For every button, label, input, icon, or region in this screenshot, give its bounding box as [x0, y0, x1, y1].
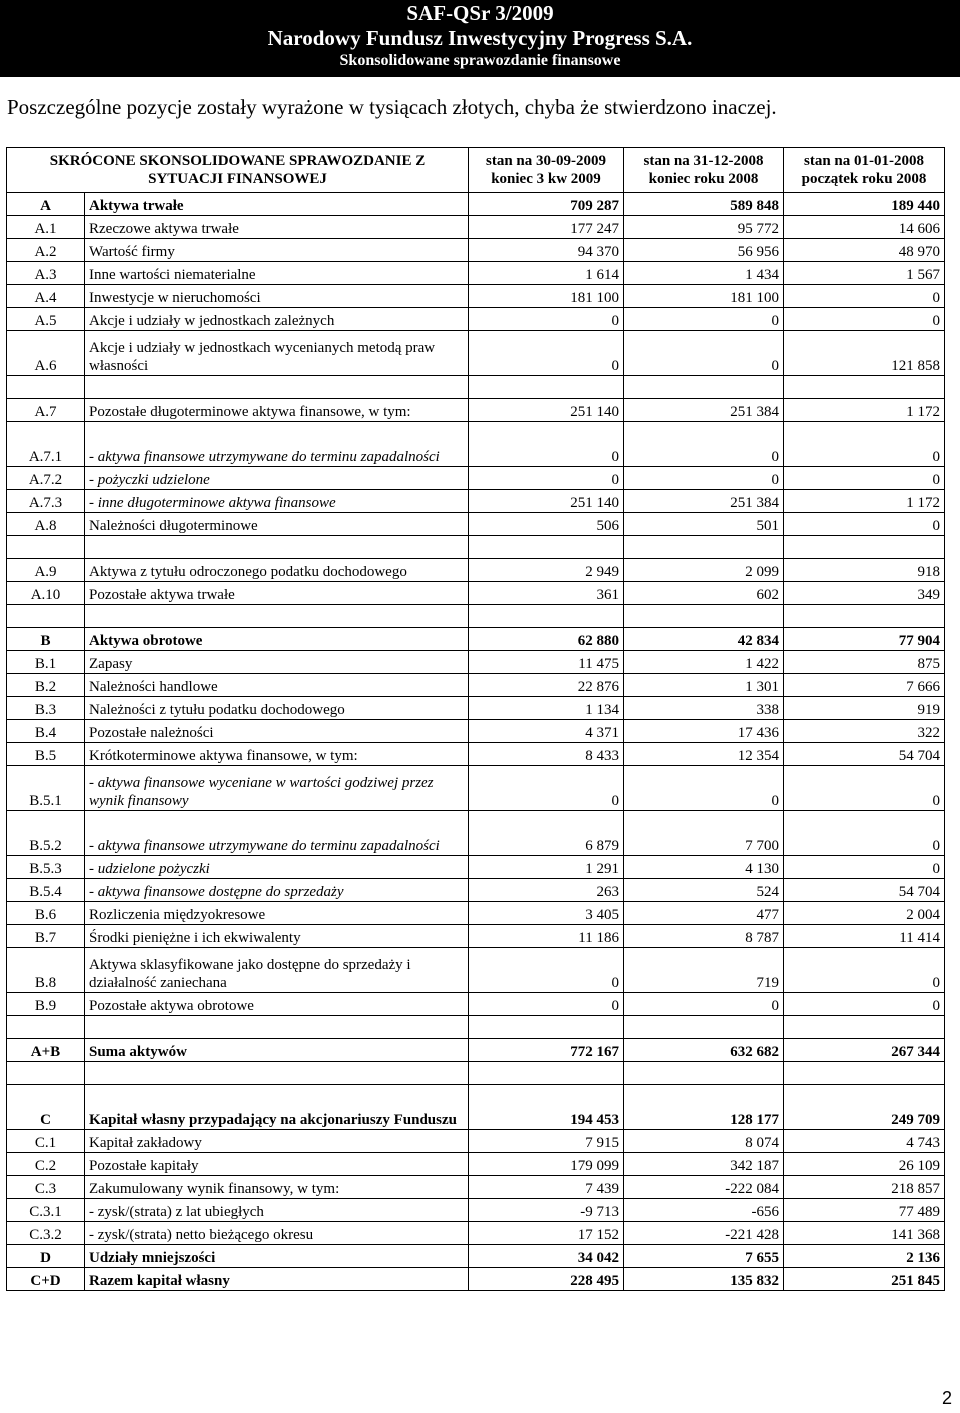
value-start-2008: 349 — [784, 582, 945, 605]
value-q3-2009: 1 614 — [469, 262, 624, 285]
row-label: Aktywa obrotowe — [85, 628, 469, 651]
value-q3-2009: 2 949 — [469, 559, 624, 582]
value-q3-2009: 194 453 — [469, 1085, 624, 1130]
value-end-2008: 0 — [624, 993, 784, 1016]
row-code: C.1 — [7, 1130, 85, 1153]
value-end-2008: 0 — [624, 422, 784, 467]
table-header-row — [7, 148, 945, 193]
empty-cell — [469, 376, 624, 399]
value-start-2008: 26 109 — [784, 1153, 945, 1176]
value-start-2008: 54 704 — [784, 879, 945, 902]
spacer-row — [7, 1016, 945, 1039]
table-body — [7, 193, 945, 1291]
table-row — [7, 308, 945, 331]
row-code: A.1 — [7, 216, 85, 239]
value-start-2008: 11 414 — [784, 925, 945, 948]
value-q3-2009: 251 140 — [469, 490, 624, 513]
value-start-2008: 0 — [784, 285, 945, 308]
empty-cell — [85, 1062, 469, 1085]
value-q3-2009: 0 — [469, 308, 624, 331]
value-end-2008: -656 — [624, 1199, 784, 1222]
value-end-2008: 342 187 — [624, 1153, 784, 1176]
value-q3-2009: 22 876 — [469, 674, 624, 697]
row-label: Należności długoterminowe — [85, 513, 469, 536]
units-note: Poszczególne pozycje zostały wyrażone w tysiącach złotych, chyba że stwierdzono inaczej. — [7, 95, 777, 119]
row-code: B.4 — [7, 720, 85, 743]
value-end-2008: 1 301 — [624, 674, 784, 697]
company-name: Narodowy Fundusz Inwestycyjny Progress S.A. — [267, 26, 693, 50]
row-label: - pożyczki udzielone — [85, 467, 469, 490]
value-q3-2009: 228 495 — [469, 1268, 624, 1291]
value-q3-2009: 179 099 — [469, 1153, 624, 1176]
value-end-2008: 135 832 — [624, 1268, 784, 1291]
value-start-2008: 267 344 — [784, 1039, 945, 1062]
row-code: A+B — [7, 1039, 85, 1062]
header-bar — [0, 0, 960, 77]
row-code: A.4 — [7, 285, 85, 308]
row-code: A.6 — [7, 331, 85, 376]
row-label: - aktywa finansowe utrzymywane do terminu zapadalności — [85, 811, 469, 856]
value-end-2008: -222 084 — [624, 1176, 784, 1199]
value-start-2008: 218 857 — [784, 1176, 945, 1199]
table-row — [7, 467, 945, 490]
table-row — [7, 1039, 945, 1062]
empty-cell — [624, 1016, 784, 1039]
row-label: Należności z tytułu podatku dochodowego — [85, 697, 469, 720]
row-code: B.1 — [7, 651, 85, 674]
value-end-2008: 17 436 — [624, 720, 784, 743]
row-code: B.6 — [7, 902, 85, 925]
row-label: Rozliczenia międzyokresowe — [85, 902, 469, 925]
value-start-2008: 919 — [784, 697, 945, 720]
table-row — [7, 1199, 945, 1222]
table-row — [7, 490, 945, 513]
value-end-2008: 602 — [624, 582, 784, 605]
empty-cell — [469, 605, 624, 628]
row-label: Środki pieniężne i ich ekwiwalenty — [85, 925, 469, 948]
table-row — [7, 1268, 945, 1291]
value-start-2008: 77 904 — [784, 628, 945, 651]
row-code: A.8 — [7, 513, 85, 536]
empty-cell — [7, 376, 85, 399]
value-start-2008: 2 136 — [784, 1245, 945, 1268]
value-start-2008: 0 — [784, 948, 945, 993]
value-q3-2009: 62 880 — [469, 628, 624, 651]
value-end-2008: 589 848 — [624, 193, 784, 216]
value-q3-2009: 251 140 — [469, 399, 624, 422]
empty-cell — [624, 536, 784, 559]
value-start-2008: 77 489 — [784, 1199, 945, 1222]
financial-position-table — [6, 147, 945, 1291]
spacer-row — [7, 605, 945, 628]
spacer-row — [7, 376, 945, 399]
table-row — [7, 1176, 945, 1199]
value-q3-2009: 94 370 — [469, 239, 624, 262]
row-code: A.7.1 — [7, 422, 85, 467]
empty-cell — [85, 1016, 469, 1039]
value-end-2008: 524 — [624, 879, 784, 902]
empty-cell — [7, 1062, 85, 1085]
row-code: B.3 — [7, 697, 85, 720]
empty-cell — [85, 605, 469, 628]
value-end-2008: 251 384 — [624, 399, 784, 422]
row-label: - aktywa finansowe dostępne do sprzedaży — [85, 879, 469, 902]
row-label: Kapitał zakładowy — [85, 1130, 469, 1153]
row-code: B.5.3 — [7, 856, 85, 879]
value-q3-2009: 7 915 — [469, 1130, 624, 1153]
value-q3-2009: 0 — [469, 766, 624, 811]
row-label: Pozostałe kapitały — [85, 1153, 469, 1176]
value-q3-2009: 11 475 — [469, 651, 624, 674]
row-code: C.3.2 — [7, 1222, 85, 1245]
value-start-2008: 14 606 — [784, 216, 945, 239]
row-code: A.7.2 — [7, 467, 85, 490]
empty-cell — [784, 1062, 945, 1085]
value-q3-2009: 263 — [469, 879, 624, 902]
row-label: Kapitał własny przypadający na akcjonariuszy Funduszu — [85, 1085, 469, 1130]
value-end-2008: 56 956 — [624, 239, 784, 262]
row-label: - inne długoterminowe aktywa finansowe — [85, 490, 469, 513]
value-start-2008: 54 704 — [784, 743, 945, 766]
value-end-2008: 42 834 — [624, 628, 784, 651]
value-q3-2009: 709 287 — [469, 193, 624, 216]
row-label: Razem kapitał własny — [85, 1268, 469, 1291]
value-start-2008: 0 — [784, 308, 945, 331]
value-end-2008: 338 — [624, 697, 784, 720]
table-row — [7, 902, 945, 925]
table-row — [7, 697, 945, 720]
row-label: - udzielone pożyczki — [85, 856, 469, 879]
row-label: Inwestycje w nieruchomości — [85, 285, 469, 308]
value-start-2008: 121 858 — [784, 331, 945, 376]
empty-cell — [784, 376, 945, 399]
empty-cell — [624, 376, 784, 399]
row-code: B.9 — [7, 993, 85, 1016]
table-row — [7, 1085, 945, 1130]
empty-cell — [624, 605, 784, 628]
empty-cell — [784, 605, 945, 628]
table-row — [7, 331, 945, 376]
value-q3-2009: 177 247 — [469, 216, 624, 239]
row-label: Pozostałe aktywa obrotowe — [85, 993, 469, 1016]
row-code: B.5.4 — [7, 879, 85, 902]
value-start-2008: 141 368 — [784, 1222, 945, 1245]
value-q3-2009: 772 167 — [469, 1039, 624, 1062]
value-end-2008: 719 — [624, 948, 784, 993]
value-q3-2009: 7 439 — [469, 1176, 624, 1199]
column-header-q3-2009: stan na 30-09-2009 koniec 3 kw 2009 — [469, 148, 624, 193]
value-q3-2009: 0 — [469, 467, 624, 490]
empty-cell — [7, 605, 85, 628]
row-code: B.2 — [7, 674, 85, 697]
spacer-row — [7, 1062, 945, 1085]
row-label: - zysk/(strata) netto bieżącego okresu — [85, 1222, 469, 1245]
row-label: Wartość firmy — [85, 239, 469, 262]
row-label: - aktywa finansowe utrzymywane do terminu zapadalności — [85, 422, 469, 467]
value-q3-2009: 4 371 — [469, 720, 624, 743]
row-code: B.8 — [7, 948, 85, 993]
table-row — [7, 879, 945, 902]
value-start-2008: 0 — [784, 422, 945, 467]
table-title: SKRÓCONE SKONSOLIDOWANE SPRAWOZDANIE Z SYTUACJI FINANSOWEJ — [7, 148, 469, 193]
value-start-2008: 7 666 — [784, 674, 945, 697]
value-start-2008: 0 — [784, 856, 945, 879]
row-label: Aktywa trwałe — [85, 193, 469, 216]
value-start-2008: 4 743 — [784, 1130, 945, 1153]
value-end-2008: 0 — [624, 467, 784, 490]
value-start-2008: 0 — [784, 513, 945, 536]
table-row — [7, 674, 945, 697]
value-start-2008: 1 567 — [784, 262, 945, 285]
empty-cell — [469, 536, 624, 559]
table-row — [7, 216, 945, 239]
value-q3-2009: 3 405 — [469, 902, 624, 925]
value-end-2008: 501 — [624, 513, 784, 536]
value-start-2008: 249 709 — [784, 1085, 945, 1130]
value-end-2008: 251 384 — [624, 490, 784, 513]
table-row — [7, 811, 945, 856]
row-label: Zakumulowany wynik finansowy, w tym: — [85, 1176, 469, 1199]
row-code: A — [7, 193, 85, 216]
empty-cell — [85, 536, 469, 559]
table-row — [7, 1222, 945, 1245]
row-code: A.5 — [7, 308, 85, 331]
value-start-2008: 875 — [784, 651, 945, 674]
table-row — [7, 766, 945, 811]
row-code: B.5.1 — [7, 766, 85, 811]
value-start-2008: 189 440 — [784, 193, 945, 216]
report-code: SAF-QSr 3/2009 — [406, 1, 554, 25]
value-end-2008: 1 434 — [624, 262, 784, 285]
value-start-2008: 322 — [784, 720, 945, 743]
value-q3-2009: 506 — [469, 513, 624, 536]
table-row — [7, 1245, 945, 1268]
value-start-2008: 918 — [784, 559, 945, 582]
table-row — [7, 559, 945, 582]
spacer-row — [7, 536, 945, 559]
value-end-2008: 12 354 — [624, 743, 784, 766]
value-start-2008: 0 — [784, 993, 945, 1016]
value-q3-2009: 0 — [469, 422, 624, 467]
column-header-end-2008: stan na 31-12-2008 koniec roku 2008 — [624, 148, 784, 193]
row-label: Aktywa z tytułu odroczonego podatku dochodowego — [85, 559, 469, 582]
value-q3-2009: 11 186 — [469, 925, 624, 948]
table-row — [7, 948, 945, 993]
value-q3-2009: 17 152 — [469, 1222, 624, 1245]
value-start-2008: 0 — [784, 811, 945, 856]
row-label: - aktywa finansowe wyceniane w wartości godziwej przez wynik finansowy — [85, 766, 469, 811]
value-q3-2009: 0 — [469, 331, 624, 376]
row-code: C.3.1 — [7, 1199, 85, 1222]
row-code: A.2 — [7, 239, 85, 262]
row-code: B.7 — [7, 925, 85, 948]
row-label: - zysk/(strata) z lat ubiegłych — [85, 1199, 469, 1222]
report-subtitle: Skonsolidowane sprawozdanie finansowe — [339, 52, 621, 69]
value-q3-2009: 181 100 — [469, 285, 624, 308]
value-q3-2009: 0 — [469, 993, 624, 1016]
value-start-2008: 0 — [784, 766, 945, 811]
row-code: A.7 — [7, 399, 85, 422]
row-code: A.3 — [7, 262, 85, 285]
value-start-2008: 2 004 — [784, 902, 945, 925]
value-end-2008: -221 428 — [624, 1222, 784, 1245]
value-end-2008: 0 — [624, 766, 784, 811]
row-code: B — [7, 628, 85, 651]
value-end-2008: 8 787 — [624, 925, 784, 948]
table-row — [7, 1153, 945, 1176]
empty-cell — [469, 1016, 624, 1039]
value-end-2008: 7 655 — [624, 1245, 784, 1268]
value-end-2008: 0 — [624, 308, 784, 331]
row-code: A.10 — [7, 582, 85, 605]
row-label: Udziały mniejszości — [85, 1245, 469, 1268]
empty-cell — [85, 376, 469, 399]
row-code: A.7.3 — [7, 490, 85, 513]
row-code: C — [7, 1085, 85, 1130]
row-label: Krótkoterminowe aktywa finansowe, w tym: — [85, 743, 469, 766]
row-label: Należności handlowe — [85, 674, 469, 697]
table-row — [7, 513, 945, 536]
row-label: Aktywa sklasyfikowane jako dostępne do sprzedaży i działalność zaniechana — [85, 948, 469, 993]
value-end-2008: 477 — [624, 902, 784, 925]
value-end-2008: 4 130 — [624, 856, 784, 879]
table-row — [7, 193, 945, 216]
value-end-2008: 2 099 — [624, 559, 784, 582]
value-start-2008: 1 172 — [784, 399, 945, 422]
table-row — [7, 285, 945, 308]
row-label: Pozostałe należności — [85, 720, 469, 743]
value-end-2008: 1 422 — [624, 651, 784, 674]
value-end-2008: 7 700 — [624, 811, 784, 856]
table-row — [7, 856, 945, 879]
row-code: C.2 — [7, 1153, 85, 1176]
row-code: C+D — [7, 1268, 85, 1291]
row-code: D — [7, 1245, 85, 1268]
row-label: Pozostałe długoterminowe aktywa finansowe, w tym: — [85, 399, 469, 422]
table-row — [7, 651, 945, 674]
value-end-2008: 632 682 — [624, 1039, 784, 1062]
table-row — [7, 720, 945, 743]
value-q3-2009: 1 291 — [469, 856, 624, 879]
value-q3-2009: 1 134 — [469, 697, 624, 720]
table-row — [7, 743, 945, 766]
empty-cell — [7, 1016, 85, 1039]
row-code: B.5.2 — [7, 811, 85, 856]
row-label: Inne wartości niematerialne — [85, 262, 469, 285]
row-label: Pozostałe aktywa trwałe — [85, 582, 469, 605]
value-start-2008: 251 845 — [784, 1268, 945, 1291]
table-row — [7, 1130, 945, 1153]
table-row — [7, 399, 945, 422]
table-row — [7, 239, 945, 262]
value-q3-2009: 0 — [469, 948, 624, 993]
empty-cell — [784, 536, 945, 559]
empty-cell — [624, 1062, 784, 1085]
page-number: 2 — [941, 1388, 952, 1408]
value-end-2008: 8 074 — [624, 1130, 784, 1153]
row-code: B.5 — [7, 743, 85, 766]
value-end-2008: 0 — [624, 331, 784, 376]
row-code: A.9 — [7, 559, 85, 582]
table-row — [7, 925, 945, 948]
row-label: Akcje i udziały w jednostkach wycenianych metodą praw własności — [85, 331, 469, 376]
value-q3-2009: 34 042 — [469, 1245, 624, 1268]
value-start-2008: 48 970 — [784, 239, 945, 262]
column-header-start-2008: stan na 01-01-2008 początek roku 2008 — [784, 148, 945, 193]
value-q3-2009: 6 879 — [469, 811, 624, 856]
value-start-2008: 1 172 — [784, 490, 945, 513]
value-start-2008: 0 — [784, 467, 945, 490]
table-row — [7, 422, 945, 467]
empty-cell — [469, 1062, 624, 1085]
value-end-2008: 181 100 — [624, 285, 784, 308]
row-label: Zapasy — [85, 651, 469, 674]
empty-cell — [784, 1016, 945, 1039]
table-row — [7, 262, 945, 285]
row-label: Akcje i udziały w jednostkach zależnych — [85, 308, 469, 331]
table-row — [7, 582, 945, 605]
table-row — [7, 628, 945, 651]
row-label: Suma aktywów — [85, 1039, 469, 1062]
value-end-2008: 128 177 — [624, 1085, 784, 1130]
value-q3-2009: 8 433 — [469, 743, 624, 766]
row-label: Rzeczowe aktywa trwałe — [85, 216, 469, 239]
table-row — [7, 993, 945, 1016]
value-end-2008: 95 772 — [624, 216, 784, 239]
value-q3-2009: -9 713 — [469, 1199, 624, 1222]
empty-cell — [7, 536, 85, 559]
row-code: C.3 — [7, 1176, 85, 1199]
value-q3-2009: 361 — [469, 582, 624, 605]
